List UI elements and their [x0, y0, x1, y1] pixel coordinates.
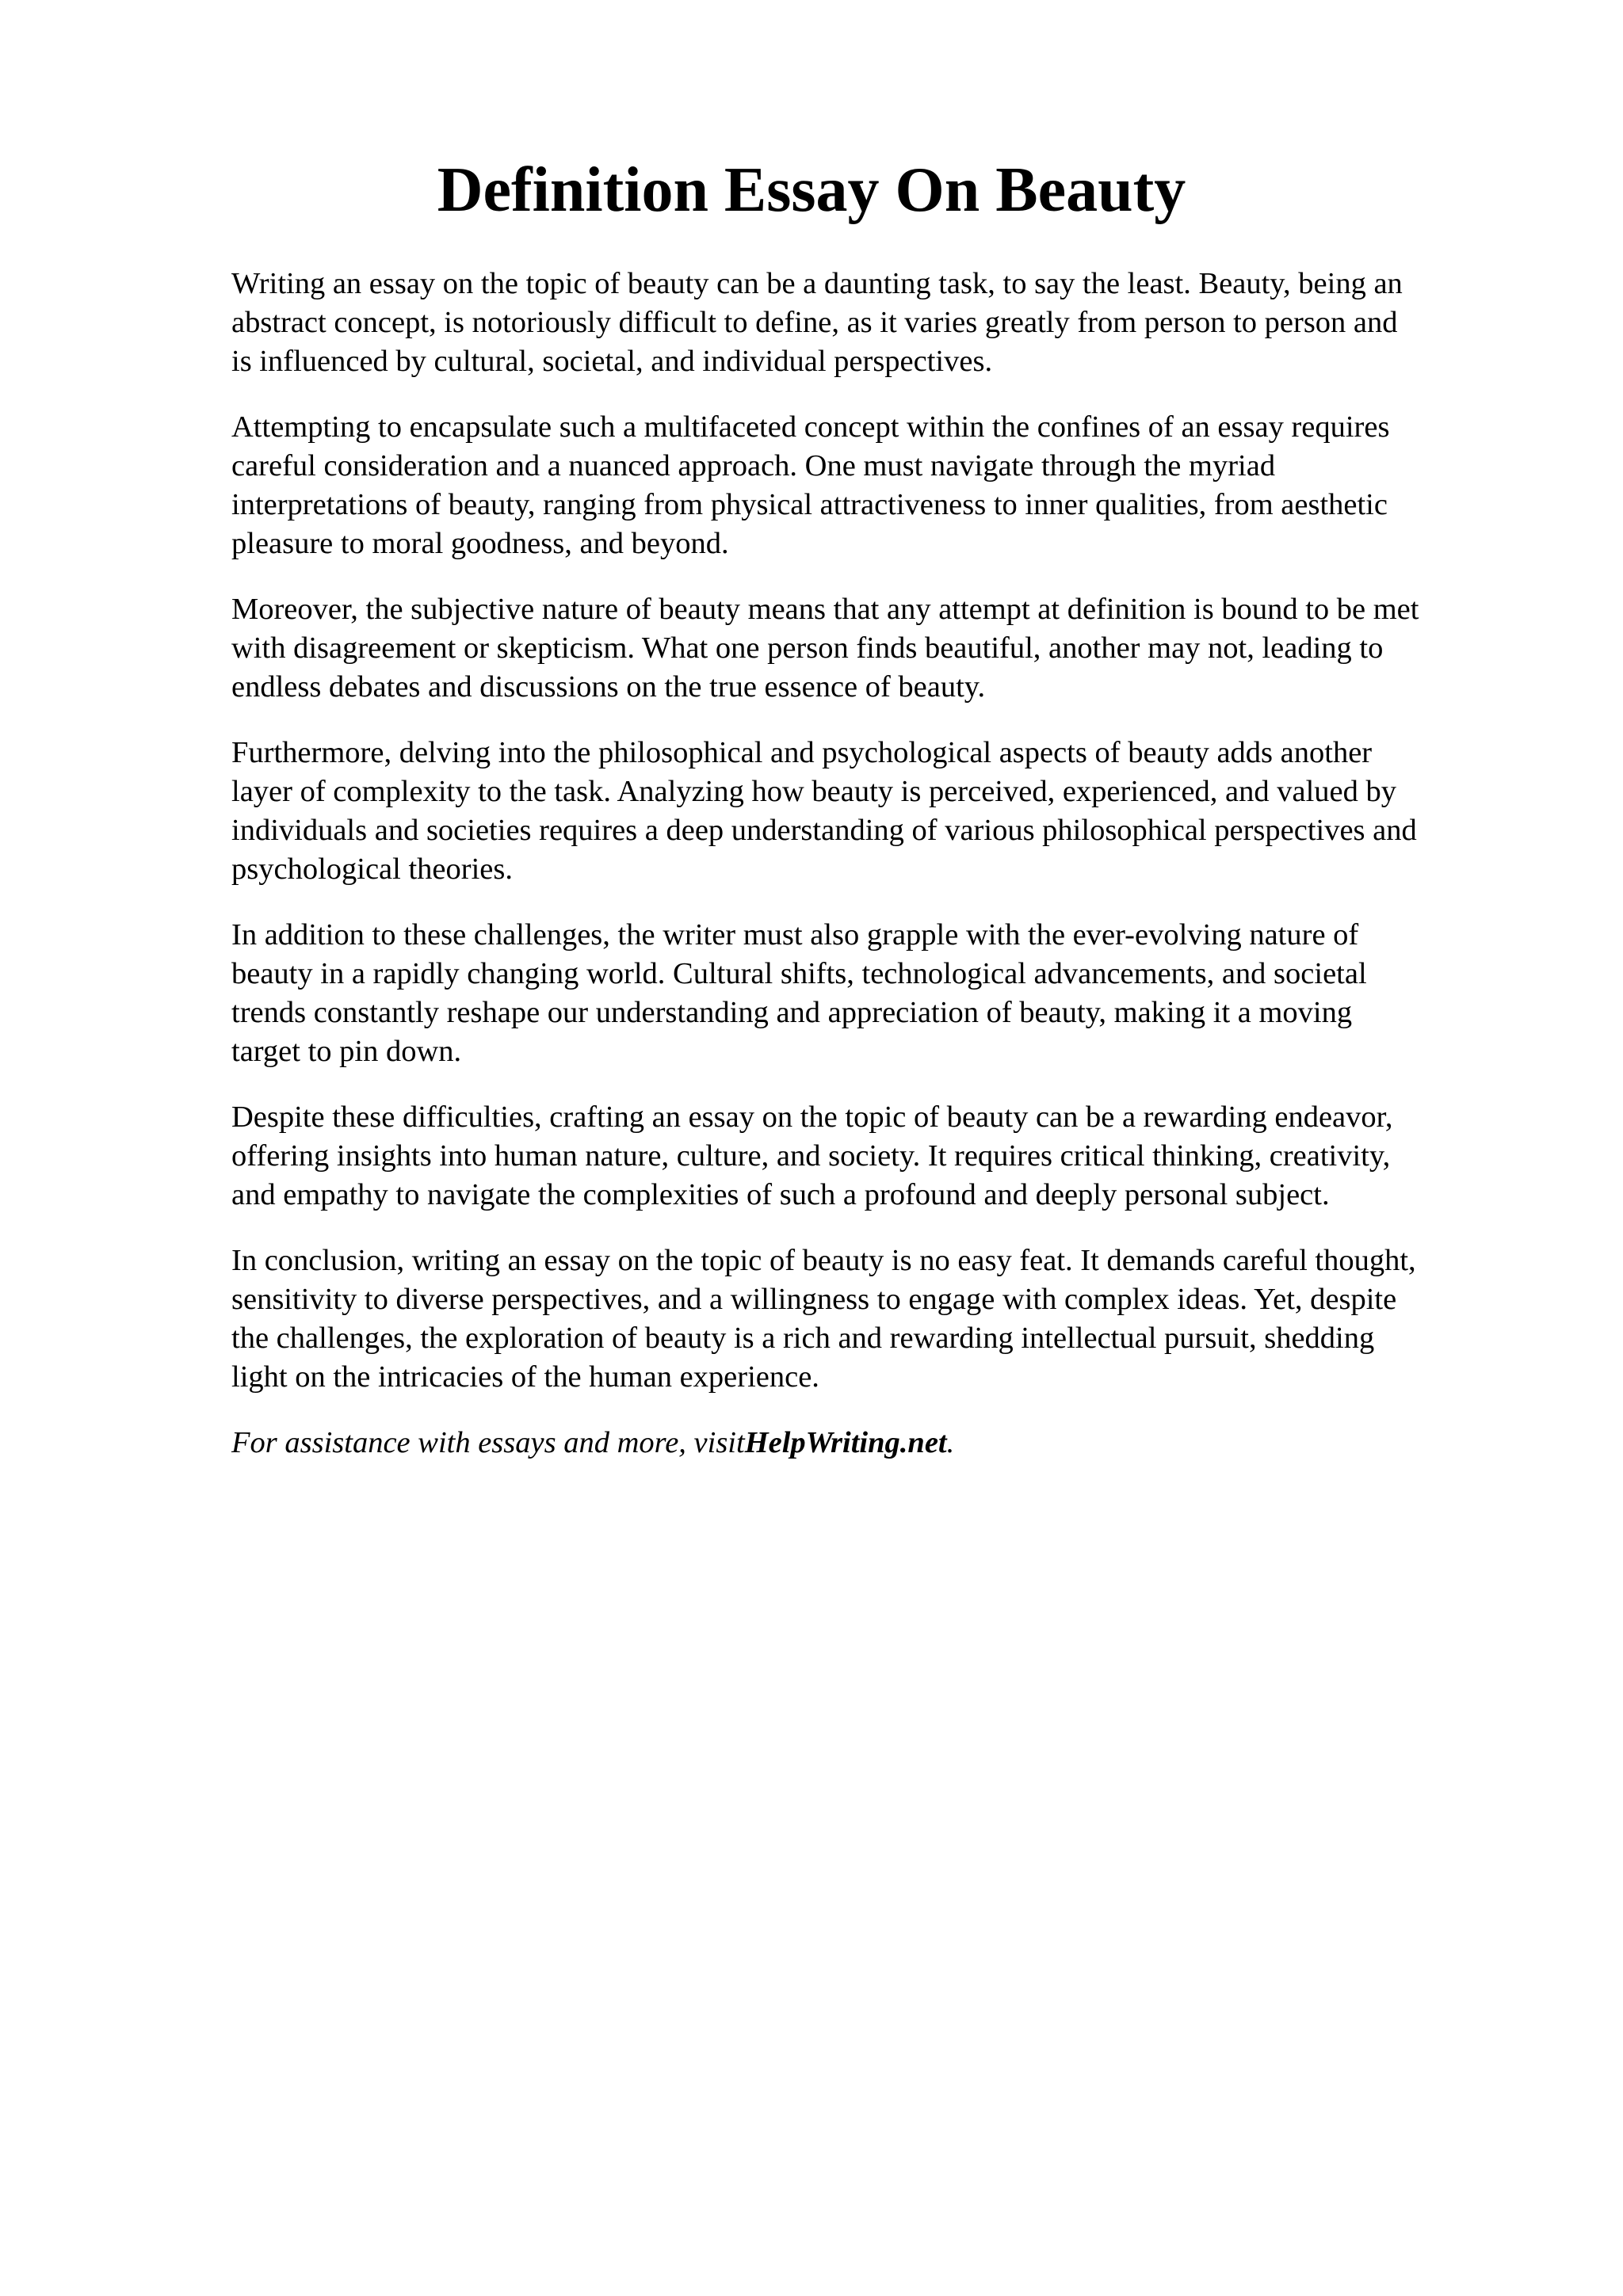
assistance-note-suffix: . [946, 1426, 955, 1459]
paragraph-line: Attempting to encapsulate such a multifaceted concept within the confines of an essay requires [231, 410, 1390, 444]
document-title: Definition Essay On Beauty [437, 155, 1186, 225]
paragraph-line: In addition to these challenges, the writer must also grapple with the ever-evolving nature of [231, 918, 1359, 952]
paragraph-line: Furthermore, delving into the philosophical and psychological aspects of beauty adds another [231, 736, 1373, 769]
paragraph-line: light on the intricacies of the human experience. [231, 1360, 819, 1394]
paragraph-line: with disagreement or skepticism. What one person finds beautiful, another may not, leading to [231, 631, 1384, 665]
paragraph-line: endless debates and discussions on the true essence of beauty. [231, 670, 986, 704]
paragraph-line: target to pin down. [231, 1035, 462, 1068]
essay-paragraph-5 [231, 916, 1515, 1071]
essay-paragraph-7 [231, 1241, 1515, 1397]
essay-body [231, 265, 1515, 1463]
assistance-note-prefix: For assistance with essays and more, visit [231, 1426, 745, 1459]
essay-paragraph-2 [231, 408, 1515, 563]
paragraph-line: the challenges, the exploration of beauty is a rich and rewarding intellectual pursuit, shedding [231, 1322, 1375, 1355]
assistance-note [231, 1424, 1515, 1463]
paragraph-line: Writing an essay on the topic of beauty can be a daunting task, to say the least. Beauty, being an [231, 267, 1403, 300]
paragraph-line: offering insights into human nature, culture, and society. It requires critical thinking, creativity, [231, 1139, 1391, 1173]
paragraph-line: is influenced by cultural, societal, and individual perspectives. [231, 345, 993, 378]
paragraph-line: In conclusion, writing an essay on the topic of beauty is no easy feat. It demands careful thought, [231, 1244, 1416, 1277]
paragraph-line: careful consideration and a nuanced approach. One must navigate through the myriad [231, 449, 1276, 482]
paragraph-line: psychological theories. [231, 852, 513, 886]
essay-paragraph-6 [231, 1098, 1515, 1215]
essay-paragraph-4 [231, 734, 1515, 889]
paragraph-line: and empathy to navigate the complexities of such a profound and deeply personal subject. [231, 1178, 1330, 1211]
essay-paragraph-1 [231, 265, 1515, 381]
essay-paragraph-3 [231, 590, 1515, 707]
paragraph-line: pleasure to moral goodness, and beyond. [231, 527, 729, 560]
paragraph-line: sensitivity to diverse perspectives, and a willingness to engage with complex ideas. Yet, despite [231, 1283, 1397, 1316]
paragraph-line: Despite these difficulties, crafting an essay on the topic of beauty can be a rewarding endeavor, [231, 1100, 1393, 1134]
paragraph-line: interpretations of beauty, ranging from physical attractiveness to inner qualities, from aesthetic [231, 488, 1388, 521]
paragraph-line: abstract concept, is notoriously difficult to define, as it varies greatly from person to person and [231, 306, 1398, 339]
paragraph-line: individuals and societies requires a deep understanding of various philosophical perspectives and [231, 814, 1417, 847]
paragraph-line: layer of complexity to the task. Analyzing how beauty is perceived, experienced, and valued by [231, 775, 1396, 808]
paragraph-line: trends constantly reshape our understanding and appreciation of beauty, making it a moving [231, 996, 1353, 1029]
paragraph-line: Moreover, the subjective nature of beauty means that any attempt at definition is bound to be met [231, 593, 1419, 626]
paragraph-line: beauty in a rapidly changing world. Cultural shifts, technological advancements, and societal [231, 957, 1367, 990]
helpwriting-link[interactable]: HelpWriting.net [744, 1426, 947, 1459]
